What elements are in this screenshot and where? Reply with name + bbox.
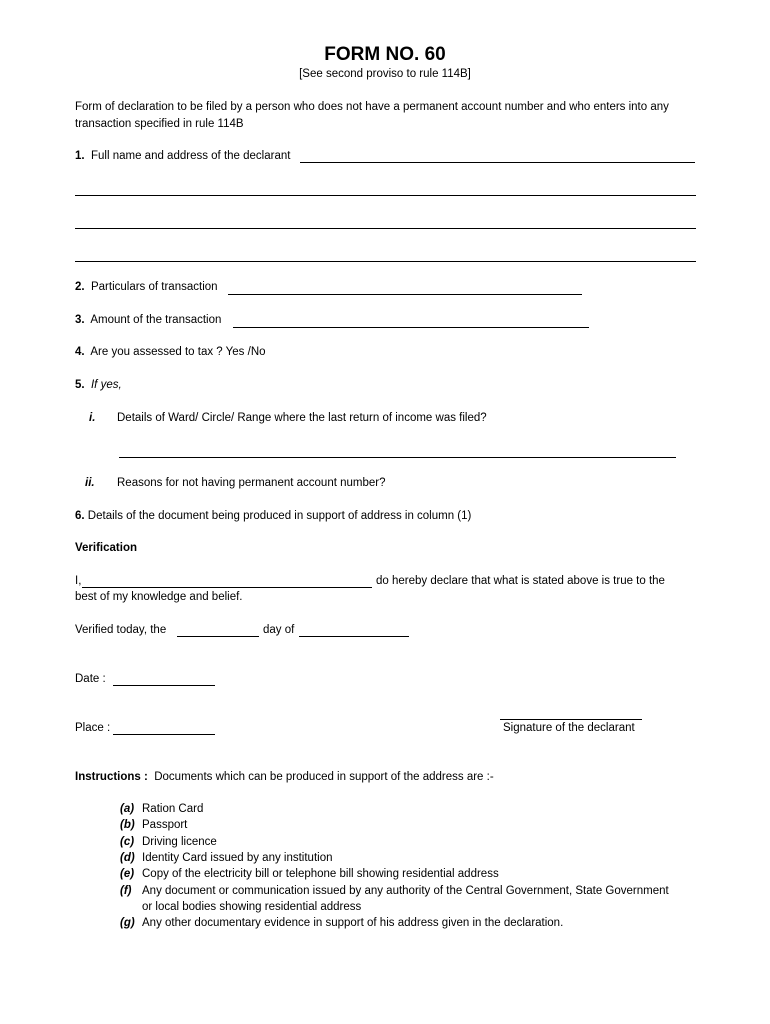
question-5i-label: Details of Ward/ Circle/ Range where the last return of income was filed?: [117, 412, 487, 424]
verified-month-field[interactable]: [299, 623, 409, 637]
instructions-text: Documents which can be produced in support of the address are :-: [154, 771, 494, 783]
question-5ii-label: Reasons for not having permanent account number?: [117, 477, 386, 489]
question-3-label: Amount of the transaction: [90, 314, 222, 326]
intro-line-1: Form of declaration to be filed by a person who does not have a permanent account number and who enters into any: [75, 101, 669, 113]
question-1: [75, 150, 290, 162]
question-5-label: If yes,: [90, 379, 122, 391]
question-5i-number: i.: [89, 412, 96, 424]
signature-field[interactable]: [500, 706, 642, 720]
form-title: FORM NO. 60: [324, 44, 446, 65]
question-3: [75, 314, 221, 326]
transaction-particulars-field[interactable]: [228, 281, 582, 295]
question-1-label: Full name and address of the declarant: [90, 150, 291, 162]
question-4-number: 4.: [75, 346, 85, 358]
signature-label: Signature of the declarant: [503, 722, 635, 734]
instructions-heading: Instructions :: [75, 771, 148, 783]
question-6-number: 6.: [75, 510, 85, 522]
verified-today-label: Verified today, the: [75, 624, 167, 636]
full-name-field[interactable]: [300, 149, 695, 163]
declaration-prefix: I,: [75, 575, 82, 587]
question-4: [75, 346, 266, 358]
verified-day-field[interactable]: [177, 623, 259, 637]
form-60-page: FORM NO. 60 [See second proviso to rule 114B] Form of declaration to be filed by a person who does not have a permanent account number and who enters into any transaction specified in rule 114B 1. Full name and address of the declarant 2. Particulars of transaction 3. Amount of the transaction 4. Are you assessed to tax ? Yes /No 5. If yes, i. Details of Ward/ Circle/ Range where the last return of income was filed? ii. Reasons for not having permanent account number? 6. Details of the document being produced in support of address in column (1) Verification I, do hereby declare that what is stated above is true to the best of my knowledge and belief. Verified today, the day of Date : Place : Signature of the declarant Instructions : Documents which can be produced in support of the address are :- (a) Ration Card (b) Passport (c) Driving licence (d) Identity Card issued by any institution (e) Copy of the electricity bill or telephone bill showing residential address (f) Any document or communication issued by any authority of the Central Government, State Government or local bodies showing residential address (g) Any other documentary evidence in support of his address given in the declaration.: [0, 0, 770, 1024]
declaration-text: do hereby declare that what is stated above is true to the: [376, 575, 665, 587]
address-field-line-1[interactable]: [75, 182, 696, 196]
question-5ii-number: ii.: [85, 477, 95, 489]
question-4-label: Are you assessed to tax ? Yes /No: [90, 346, 266, 358]
instructions-line: [75, 771, 494, 783]
declaration-text-line-2: best of my knowledge and belief.: [75, 591, 243, 603]
date-label: Date :: [75, 673, 106, 685]
question-6-label: Details of the document being produced in support of address in column (1): [87, 510, 472, 522]
ward-circle-range-field[interactable]: [119, 444, 676, 458]
form-subtitle: [See second proviso to rule 114B]: [299, 68, 471, 80]
question-2: [75, 281, 218, 293]
intro-line-2: transaction specified in rule 114B: [75, 118, 244, 130]
question-3-number: 3.: [75, 314, 85, 326]
verification-heading: Verification: [75, 542, 137, 554]
address-field-line-2[interactable]: [75, 215, 696, 229]
date-field[interactable]: [113, 672, 215, 686]
question-2-number: 2.: [75, 281, 85, 293]
question-1-number: 1.: [75, 150, 85, 162]
question-2-label: Particulars of transaction: [90, 281, 218, 293]
transaction-amount-field[interactable]: [233, 314, 589, 328]
day-of-label: day of: [263, 624, 295, 636]
question-6: [75, 510, 471, 522]
declarant-name-field[interactable]: [82, 574, 372, 588]
place-label: Place :: [75, 722, 111, 734]
question-5-number: 5.: [75, 379, 85, 391]
address-field-line-3[interactable]: [75, 248, 696, 262]
place-field[interactable]: [113, 721, 215, 735]
question-5: [75, 379, 122, 391]
